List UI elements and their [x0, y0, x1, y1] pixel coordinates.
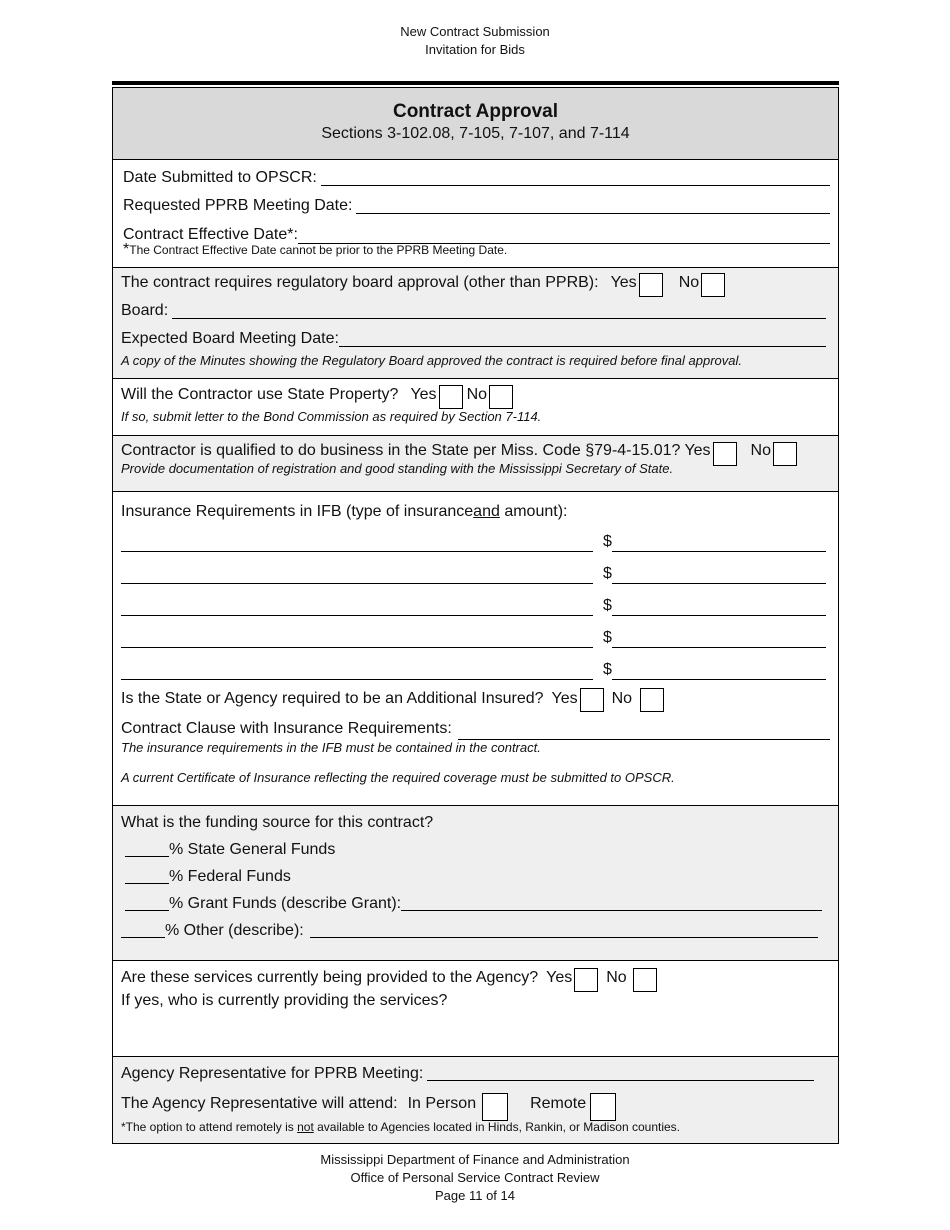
- remote-checkbox[interactable]: [590, 1093, 616, 1121]
- header-line-1: New Contract Submission: [400, 24, 550, 39]
- pprb-date-label: Requested PPRB Meeting Date:: [123, 197, 353, 214]
- currency-symbol: $: [603, 597, 612, 614]
- insurance-type-field[interactable]: [121, 550, 593, 552]
- board-field[interactable]: [172, 317, 826, 319]
- services-provider-question: If yes, who is currently providing the services?: [121, 992, 448, 1009]
- pprb-date-row: [123, 192, 830, 220]
- representative-field[interactable]: [427, 1079, 814, 1081]
- insurance-heading: Insurance Requirements in IFB (type of insurance and amount):: [121, 503, 568, 520]
- remote-label: Remote: [530, 1095, 587, 1112]
- services-no-checkbox[interactable]: [633, 968, 657, 992]
- in-person-checkbox[interactable]: [482, 1093, 508, 1121]
- services-question: Are these services currently being provided to the Agency?: [121, 969, 539, 986]
- state-funds-percent-field[interactable]: [125, 855, 169, 857]
- regulatory-section: [113, 268, 838, 379]
- other-funds-row: [121, 917, 830, 944]
- currency-symbol: $: [603, 565, 612, 582]
- insurance-amount-field[interactable]: [612, 678, 826, 680]
- additional-no-checkbox[interactable]: [640, 688, 664, 712]
- services-yes-label: Yes: [546, 969, 573, 986]
- additional-insured-question: Is the State or Agency required to be an Additional Insured?: [121, 690, 544, 707]
- insurance-amount-field[interactable]: [612, 646, 826, 648]
- qualified-note: Provide documentation of registration and good standing with the Mississippi Secretary of State.: [121, 461, 674, 476]
- currency-symbol: $: [603, 629, 612, 646]
- property-yes-checkbox[interactable]: [439, 385, 463, 409]
- attendance-label: The Agency Representative will attend:: [121, 1095, 398, 1112]
- regulatory-no-checkbox[interactable]: [701, 273, 725, 297]
- page-number: Page 11 of 14: [435, 1188, 515, 1203]
- additional-yes-label: Yes: [551, 690, 578, 707]
- funding-section: [113, 806, 838, 961]
- form-title: Contract Approval: [392, 101, 559, 122]
- insurance-amount-field[interactable]: [612, 614, 826, 616]
- additional-yes-checkbox[interactable]: [580, 688, 604, 712]
- property-no-label: No: [466, 386, 488, 403]
- insurance-type-field[interactable]: [121, 582, 593, 584]
- qualified-no-checkbox[interactable]: [773, 442, 797, 466]
- insurance-row: [121, 526, 830, 558]
- expected-date-label: Expected Board Meeting Date:: [121, 330, 339, 347]
- board-row: [121, 297, 830, 325]
- grant-funds-percent-field[interactable]: [125, 909, 169, 911]
- currency-symbol: $: [603, 533, 612, 550]
- header-line-2: Invitation for Bids: [425, 42, 525, 57]
- services-no-label: No: [606, 969, 627, 986]
- federal-funds-label: % Federal Funds: [169, 868, 291, 885]
- services-question-row: [121, 964, 830, 992]
- state-funds-label: % State General Funds: [169, 841, 336, 858]
- property-section: [113, 379, 838, 436]
- dates-section: [113, 160, 838, 268]
- insurance-row: [121, 622, 830, 654]
- state-funds-row: [121, 836, 830, 863]
- other-funds-percent-field[interactable]: [121, 936, 165, 938]
- date-submitted-row: [123, 164, 830, 192]
- effective-date-note: *The Contract Effective Date cannot be prior to the PPRB Meeting Date.: [123, 241, 508, 258]
- qualified-question: Contractor is qualified to do business in the State per Miss. Code §79-4-15.01?: [121, 442, 681, 459]
- additional-no-label: No: [611, 690, 633, 707]
- grant-description-field[interactable]: [401, 909, 822, 911]
- federal-funds-row: [121, 863, 830, 890]
- other-funds-label: % Other (describe):: [165, 922, 304, 939]
- qualified-no-label: No: [750, 442, 771, 459]
- grant-funds-row: [121, 890, 830, 917]
- property-no-checkbox[interactable]: [489, 385, 513, 409]
- currency-symbol: $: [603, 661, 612, 678]
- grant-funds-label: % Grant Funds (describe Grant):: [169, 895, 402, 912]
- header-rule: [112, 81, 839, 85]
- insurance-row: [121, 558, 830, 590]
- insurance-row: [121, 590, 830, 622]
- contract-approval-form: [112, 87, 839, 1144]
- insurance-note-1: The insurance requirements in the IFB must be contained in the contract.: [121, 740, 541, 755]
- insurance-amount-field[interactable]: [612, 550, 826, 552]
- other-description-field[interactable]: [310, 936, 818, 938]
- effective-date-label: Contract Effective Date*:: [123, 226, 298, 243]
- regulatory-question-row: [121, 269, 830, 297]
- additional-insured-row: [121, 686, 830, 712]
- date-submitted-field[interactable]: [321, 184, 830, 186]
- footer-line-2: Office of Personal Service Contract Review: [350, 1170, 600, 1185]
- footer-line-1: Mississippi Department of Finance and Administration: [320, 1152, 630, 1167]
- insurance-note-2: A current Certificate of Insurance reflecting the required coverage must be submitted to OPSCR.: [121, 770, 675, 785]
- expected-date-row: [121, 325, 830, 353]
- property-question: Will the Contractor use State Property?: [121, 386, 399, 403]
- regulatory-yes-label: Yes: [610, 274, 637, 291]
- attendance-row: [121, 1087, 830, 1121]
- expected-date-field[interactable]: [339, 345, 826, 347]
- services-section: [113, 961, 838, 1057]
- insurance-type-field[interactable]: [121, 646, 593, 648]
- property-question-row: [121, 381, 830, 409]
- qualified-section: [113, 436, 838, 492]
- date-submitted-label: Date Submitted to OPSCR:: [123, 169, 317, 186]
- services-yes-checkbox[interactable]: [574, 968, 598, 992]
- regulatory-yes-checkbox[interactable]: [639, 273, 663, 297]
- qualified-yes-label: Yes: [684, 442, 711, 459]
- federal-funds-percent-field[interactable]: [125, 882, 169, 884]
- contract-clause-label: Contract Clause with Insurance Requirements:: [121, 720, 452, 737]
- insurance-type-field[interactable]: [121, 678, 593, 680]
- insurance-row: [121, 654, 830, 686]
- insurance-amount-field[interactable]: [612, 582, 826, 584]
- page-footer: [0, 1151, 950, 1205]
- property-yes-label: Yes: [410, 386, 437, 403]
- form-title-bar: [113, 88, 838, 160]
- in-person-label: In Person: [407, 1095, 477, 1112]
- qualified-yes-checkbox[interactable]: [713, 442, 737, 466]
- regulatory-no-label: No: [678, 274, 700, 291]
- page-header: [0, 23, 950, 59]
- insurance-section: [113, 492, 838, 806]
- insurance-type-field[interactable]: [121, 614, 593, 616]
- property-note: If so, submit letter to the Bond Commission as required by Section 7-114.: [121, 409, 542, 424]
- representative-label: Agency Representative for PPRB Meeting:: [121, 1065, 424, 1082]
- remote-note: *The option to attend remotely is not available to Agencies located in Hinds, Rankin, or Madison counties.: [121, 1120, 681, 1134]
- representative-row: [121, 1061, 830, 1087]
- representative-section: [113, 1057, 838, 1144]
- regulatory-note: A copy of the Minutes showing the Regulatory Board approved the contract is required before final approval.: [121, 353, 742, 368]
- form-subtitle: Sections 3-102.08, 7-105, 7-107, and 7-114: [321, 125, 630, 142]
- funding-question: What is the funding source for this contract?: [121, 814, 434, 831]
- pprb-date-field[interactable]: [356, 212, 830, 214]
- board-label: Board:: [121, 302, 169, 319]
- regulatory-question: The contract requires regulatory board approval (other than PPRB):: [121, 274, 599, 291]
